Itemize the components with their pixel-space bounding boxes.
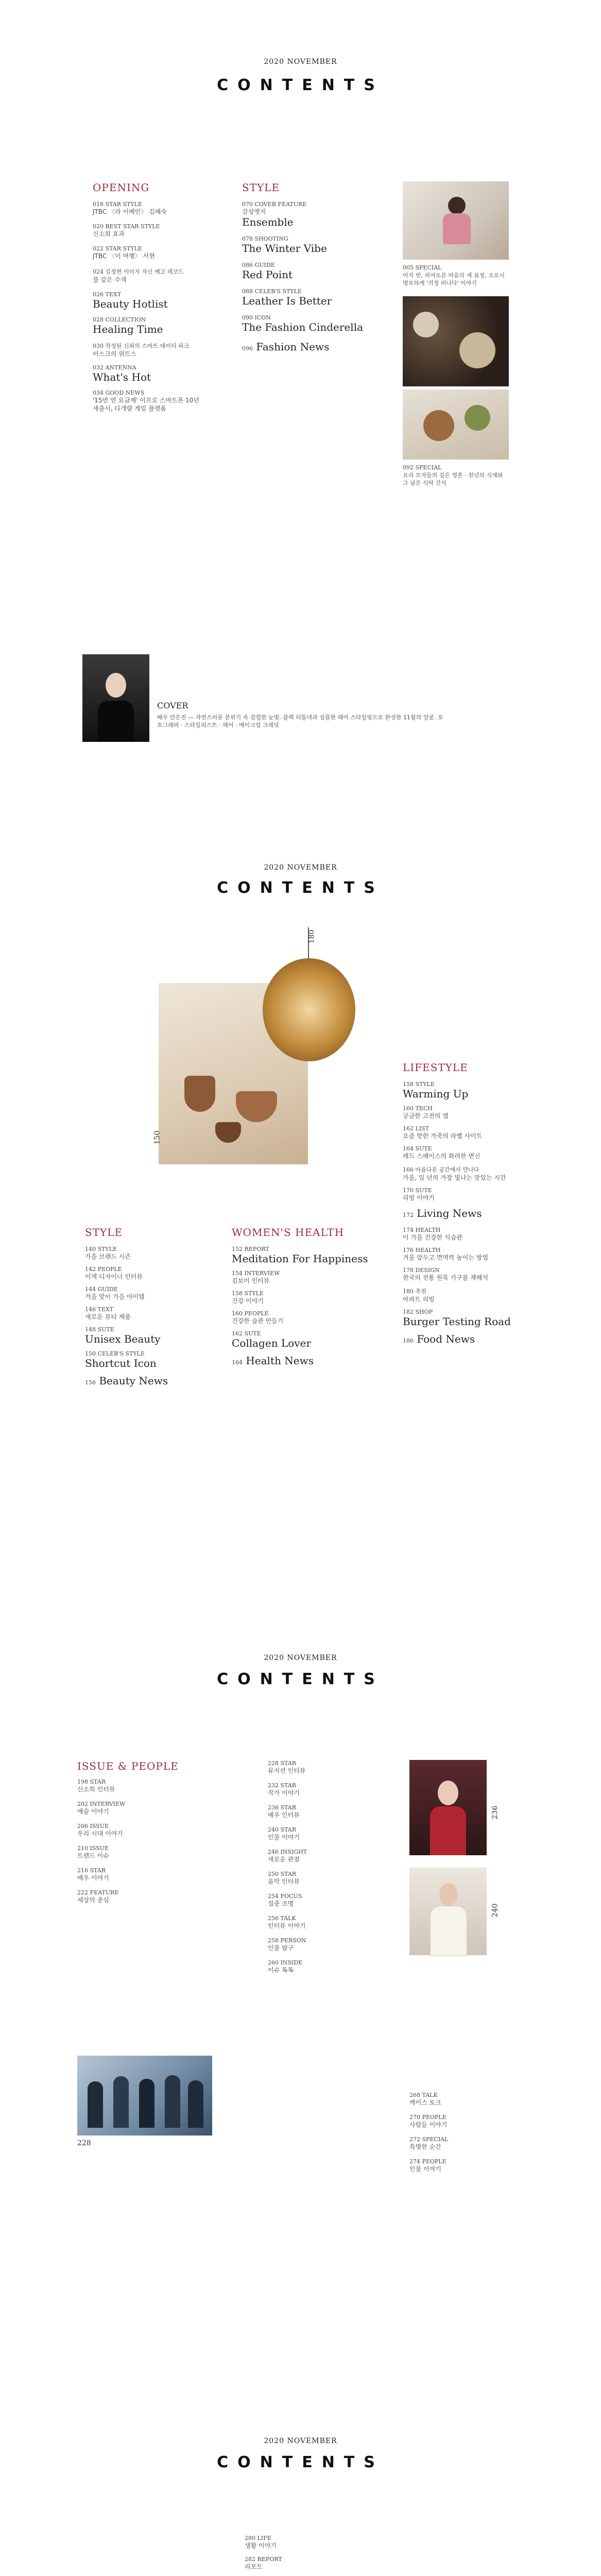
list-item[interactable]: 032 ANTENNA What's Hot — [93, 364, 151, 383]
list-item[interactable]: 282 REPORT 리포트 — [245, 2556, 282, 2570]
issue-list — [77, 1778, 201, 1911]
list-item[interactable]: 096 Fashion News — [242, 341, 330, 353]
list-item[interactable]: 026 TEXT Beauty Hotlist — [93, 291, 168, 310]
list-item[interactable]: 090 ICON The Fashion Cinderella — [242, 314, 364, 333]
page-number: 240 — [491, 1903, 500, 1918]
list-item[interactable]: 202 INTERVIEW 예술 이야기 — [77, 1801, 126, 1815]
list-item[interactable]: 272 SPECIAL 특별한 순간 — [409, 2136, 449, 2150]
section-issue-people: ISSUE & PEOPLE — [77, 1760, 179, 1772]
cover-photo — [82, 654, 149, 742]
lifestyle-list — [403, 1081, 521, 1352]
list-item[interactable]: 254 FOCUS 집중 조명 — [268, 1893, 302, 1907]
list-item[interactable]: 280 LIFE 생활 이야기 — [245, 2535, 277, 2549]
section-lifestyle: LIFESTYLE — [403, 1061, 468, 1074]
style-list — [242, 201, 376, 362]
section-womens-health: WOMEN'S HEALTH — [232, 1226, 345, 1239]
list-item[interactable]: 166 아름다운 공간에서 만나다 가을, 일 년의 가장 빛나는 맛있는 시간 — [403, 1166, 506, 1181]
list-item[interactable]: 210 ISSUE 트렌드 이슈 — [77, 1845, 109, 1859]
list-item[interactable]: 176 HEALTH 겨울 앞두고 면역력 높이는 방법 — [403, 1247, 488, 1261]
list-item[interactable]: 170 SUTE 리빙 이야기 — [403, 1187, 435, 1201]
list-item[interactable]: 154 INTERVIEW 김보미 인터뷰 — [232, 1270, 280, 1284]
list-item[interactable]: 260 INSIDE 이슈 톡톡 — [268, 1959, 303, 1974]
cover-label: COVER — [157, 701, 188, 710]
list-item[interactable]: 020 BEST STAR STYLE 신소희 효과 — [93, 223, 160, 238]
issue-list-right — [409, 2092, 533, 2180]
contents-page-3 — [0, 1577, 601, 2360]
list-item[interactable]: 174 HEALTH 이 가을 건강한 식습관 — [403, 1227, 462, 1241]
list-item[interactable]: 146 TEXT 새로운 뷰티 제품 — [85, 1306, 131, 1320]
list-item[interactable]: 186 Food News — [403, 1333, 475, 1345]
photo-food — [403, 389, 509, 460]
list-item[interactable]: 164 Health News — [232, 1354, 314, 1367]
issue-list-middle — [268, 1760, 391, 1981]
photo-woman-white — [409, 1868, 487, 1955]
list-item[interactable]: 160 PEOPLE 건강한 습관 만들기 — [232, 1310, 284, 1325]
contents-heading: CONTENTS — [217, 76, 384, 94]
list-item[interactable]: 270 PEOPLE 사람들 이야기 — [409, 2114, 448, 2128]
list-item[interactable]: 150 CELEB'S STYLE Shortcut Icon — [85, 1350, 157, 1369]
section-style: STYLE — [85, 1226, 123, 1239]
list-item[interactable]: 088 CELEB'S STYLE Leather Is Better — [242, 288, 332, 307]
list-item[interactable]: 148 SUTE Unisex Beauty — [85, 1326, 161, 1345]
list-item[interactable]: 228 STAR 뮤지션 인터뷰 — [268, 1760, 306, 1774]
list-item[interactable]: 156 Beauty News — [85, 1375, 168, 1387]
list-item[interactable]: 258 PERSON 인물 탐구 — [268, 1937, 306, 1952]
list-item[interactable]: 142 PEOPLE 이색 디자이너 인터뷰 — [85, 1266, 143, 1280]
page-number: 150 — [153, 1130, 162, 1145]
cover-credits: 배우 안은진 — 자연스러운 분위기 속 강렬한 눈빛. 블랙 터틀넥과 심플한 헤어 스타일링으로 완성한 11월의 얼굴. 포토그래퍼 · 스타일리스트 · 헤어 · 메이크업 크레딧 — [157, 714, 443, 728]
list-item[interactable]: 034 GOOD NEWS '15번 연 요금제' 이프로 스마트폰 10년 새출시, 다개량 게임 플랫폼 — [93, 389, 199, 412]
opening-list — [93, 201, 206, 419]
contents-heading: CONTENTS — [217, 2453, 384, 2471]
photo-table-dishes — [403, 296, 509, 386]
list-item[interactable]: 024 김정현 이미지 자신 예고 레코드 블 같은 수색 — [93, 268, 184, 283]
list-item[interactable]: 182 SHOP Burger Testing Road — [403, 1309, 511, 1328]
list-item[interactable]: 018 STAR STYLE JTBC 〈라 이베인〉 김혜숙 — [93, 201, 167, 215]
issue-date: 2020 NOVEMBER — [264, 58, 337, 66]
list-item[interactable]: 246 INSIGHT 새로운 관점 — [268, 1849, 307, 1863]
list-item[interactable]: 250 STAR 음악 인터뷰 — [268, 1871, 300, 1885]
section-opening: OPENING — [93, 181, 150, 194]
photo-woman-sitting — [403, 181, 509, 260]
style-list — [85, 1246, 209, 1394]
list-item[interactable]: 030 작성된 신뢰의 스마트 데이터 파크 비스크의 위트스 — [93, 343, 190, 358]
list-item[interactable]: 144 GUIDE 겨울 맞이 가을 아이템 — [85, 1286, 145, 1300]
issue-date: 2020 NOVEMBER — [264, 863, 337, 872]
page-number: 180 — [307, 929, 316, 944]
list-item[interactable]: 140 STYLE 가을 브랜드 시즌 — [85, 1246, 131, 1260]
list-item[interactable]: 028 COLLECTION Healing Time — [93, 316, 163, 335]
health-list — [232, 1246, 376, 1374]
lifestyle-list-2 — [245, 2535, 379, 2576]
list-item[interactable]: 198 STAR 신소희 인터뷰 — [77, 1778, 115, 1793]
list-item[interactable]: 178 DESIGN 한국의 전통 원목 가구를 재해석 — [403, 1267, 488, 1281]
list-item[interactable]: 070 COVER FEATURE 감성엣지 Ensemble — [242, 201, 307, 228]
list-item[interactable]: 160 TECH 궁금한 고전의 앱 — [403, 1105, 449, 1120]
list-item[interactable]: 172 Living News — [403, 1207, 482, 1219]
contents-page-1 — [0, 0, 601, 773]
contents-heading: CONTENTS — [217, 1670, 384, 1688]
list-item[interactable]: 206 ISSUE 우리 시대 이야기 — [77, 1823, 123, 1837]
list-item[interactable]: 078 SHOOTING The Winter Vibe — [242, 235, 327, 255]
issue-date: 2020 NOVEMBER — [264, 1654, 337, 1662]
list-item[interactable]: 180 추천 아파트 리빙 — [403, 1288, 435, 1303]
photo-band — [77, 2056, 212, 2136]
list-item[interactable]: 158 STYLE 건강 이야기 — [232, 1290, 264, 1304]
list-item[interactable]: 232 STAR 작가 이야기 — [268, 1782, 300, 1797]
list-item[interactable]: 236 STAR 배우 인터뷰 — [268, 1804, 300, 1819]
list-item[interactable]: 216 STAR 배우 이야기 — [77, 1867, 109, 1882]
photo-pendant-lamp — [252, 927, 366, 1092]
contents-page-4 — [0, 2360, 601, 2576]
list-item[interactable]: 240 STAR 인물 이야기 — [268, 1826, 300, 1841]
photo-actress — [409, 1760, 487, 1855]
page-number: 236 — [491, 1805, 500, 1820]
contents-heading: CONTENTS — [217, 879, 384, 897]
list-item[interactable]: 164 SUTE 레드 스페이스의 화려한 변신 — [403, 1145, 480, 1160]
list-item[interactable]: 162 SUTE Collagen Lover — [232, 1330, 311, 1349]
list-item[interactable]: 152 REPORT Meditation For Happiness — [232, 1246, 368, 1265]
photo-caption: 005 SPECIAL 이지 빈, 피어오른 마음의 새 표정, 오로시 명료하게 '걱정 떠나다' 이야기 — [403, 264, 505, 286]
photo-caption: 092 SPECIAL 요리 모자들의 깊은 영혼 · 천년의 식재와 그 남은 식탁 간식 — [403, 464, 503, 486]
section-style: STYLE — [242, 181, 280, 194]
page-number: 228 — [77, 2139, 91, 2147]
contents-page-2 — [0, 773, 601, 1577]
issue-date: 2020 NOVEMBER — [264, 2437, 337, 2445]
list-item[interactable]: 162 LIST 요즘 핫한 가죽의 라벨 사이트 — [403, 1125, 483, 1140]
list-item[interactable]: 086 GUIDE Red Point — [242, 262, 293, 281]
list-item[interactable]: 256 TALK 인터뷰 이야기 — [268, 1915, 306, 1929]
list-item[interactable]: 222 FEATURE 세상의 중심 — [77, 1889, 119, 1904]
list-item[interactable]: 274 PEOPLE 인물 이야기 — [409, 2158, 447, 2173]
list-item[interactable]: 268 TALK 케이스 토크 — [409, 2092, 441, 2106]
list-item[interactable]: 022 STAR STYLE JTBC 〈이 여행〉 서현 — [93, 245, 155, 260]
list-item[interactable]: 158 STYLE Warming Up — [403, 1081, 469, 1100]
